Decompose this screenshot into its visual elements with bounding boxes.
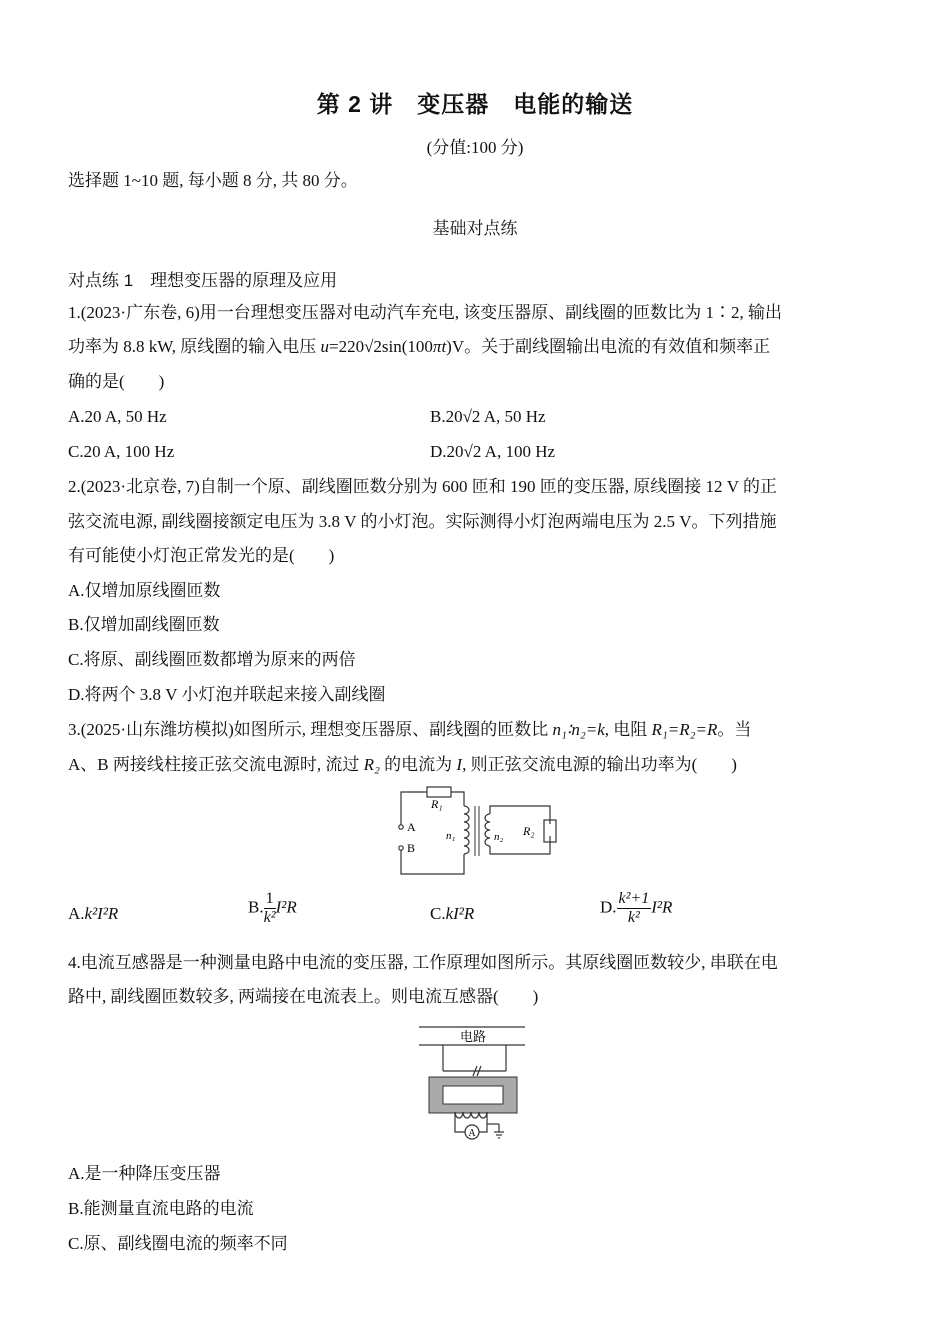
q3-option-b: B. $\frac{1}{\text{k²}}$ I²R [248,890,297,926]
q2-option-a: A.仅增加原线圈匝数 [68,581,221,600]
ammeter-label: A [468,1128,476,1139]
q4-current-transformer-diagram [415,1020,535,1150]
q1-line1: 1.(2023·广东卷, 6)用一台理想变压器对电动汽车充电, 该变压器原、副线圈的匝数比为 1∶2, 输出 [68,303,782,322]
q1-line2: 功率为 8.8 kW, 原线圈的输入电压 u=220√2sin(100πt)V。关于副线圈输出电流的有效值和频率正 [68,337,771,356]
q2-line3: 有可能使小灯泡正常发光的是( ) [68,546,335,565]
q4-option-c: C.原、副线圈电流的频率不同 [68,1234,288,1253]
q1-option-d: D.20√2 A, 100 Hz [430,442,556,461]
q3-option-a: A.k²I²R [68,904,119,923]
q4-line2: 路中, 副线圈匝数较多, 两端接在电流表上。则电流互感器( ) [68,987,539,1006]
intro-text: 选择题 1~10 题, 每小题 8 分, 共 80 分。 [68,171,358,190]
fig-label-n2: n₂ [494,831,504,843]
q3-line1: 3.(2025·山东潍坊模拟)如图所示, 理想变压器原、副线圈的匝数比 n₁∶n₂=k, 电阻 R₁=R₂=R。当 [68,720,752,739]
subsection-heading: 对点练 1 理想变压器的原理及应用 [68,271,338,290]
fig-label-r1: R₁ [431,797,443,811]
q3-option-c: C.kI²R [430,904,475,923]
q2-line1: 2.(2023·北京卷, 7)自制一个原、副线圈匝数分别为 600 匝和 190 匝的变压器, 原线圈接 12 V 的正 [68,477,777,496]
fig-label-n1: n₁ [446,830,456,842]
q2-option-d: D.将两个 3.8 V 小灯泡并联起来接入副线圈 [68,685,386,704]
page-title: 第 2 讲 变压器 电能的输送 [316,91,634,117]
section-heading: 基础对点练 [432,219,518,238]
fig-label-a: A [407,820,416,834]
q4-option-b: B.能测量直流电路的电流 [68,1199,254,1218]
q3-transformer-diagram [390,784,565,880]
q3-option-d: D. $\frac{\text{k²+1}}{\text{k²}}$ I²R [600,890,673,926]
fig-label-circuit: 电路 [459,1029,487,1044]
q4-option-a: A.是一种降压变压器 [68,1164,221,1183]
q1-option-b: B.20√2 A, 50 Hz [430,407,546,426]
q3-line2: A、B 两接线柱接正弦交流电源时, 流过 R₂ 的电流为 I, 则正弦交流电源的输出功率为( ) [68,755,737,774]
q2-option-b: B.仅增加副线圈匝数 [68,615,220,634]
q1-option-c: C.20 A, 100 Hz [68,442,175,461]
score-note: (分值:100 分) [426,138,524,157]
fig-label-r2: R₂ [523,824,535,838]
q2-option-c: C.将原、副线圈匝数都增为原来的两倍 [68,650,356,669]
fig-label-b: B [407,841,416,855]
q4-line1: 4.电流互感器是一种测量电路中电流的变压器, 工作原理如图所示。其原线圈匝数较少, 串联在电 [68,953,778,972]
q1-line3: 确的是( ) [68,372,165,391]
q2-line2: 弦交流电源, 副线圈接额定电压为 3.8 V 的小灯泡。实际测得小灯泡两端电压为 2.5 V。下列措施 [68,512,777,531]
q1-option-a: A.20 A, 50 Hz [68,407,167,426]
